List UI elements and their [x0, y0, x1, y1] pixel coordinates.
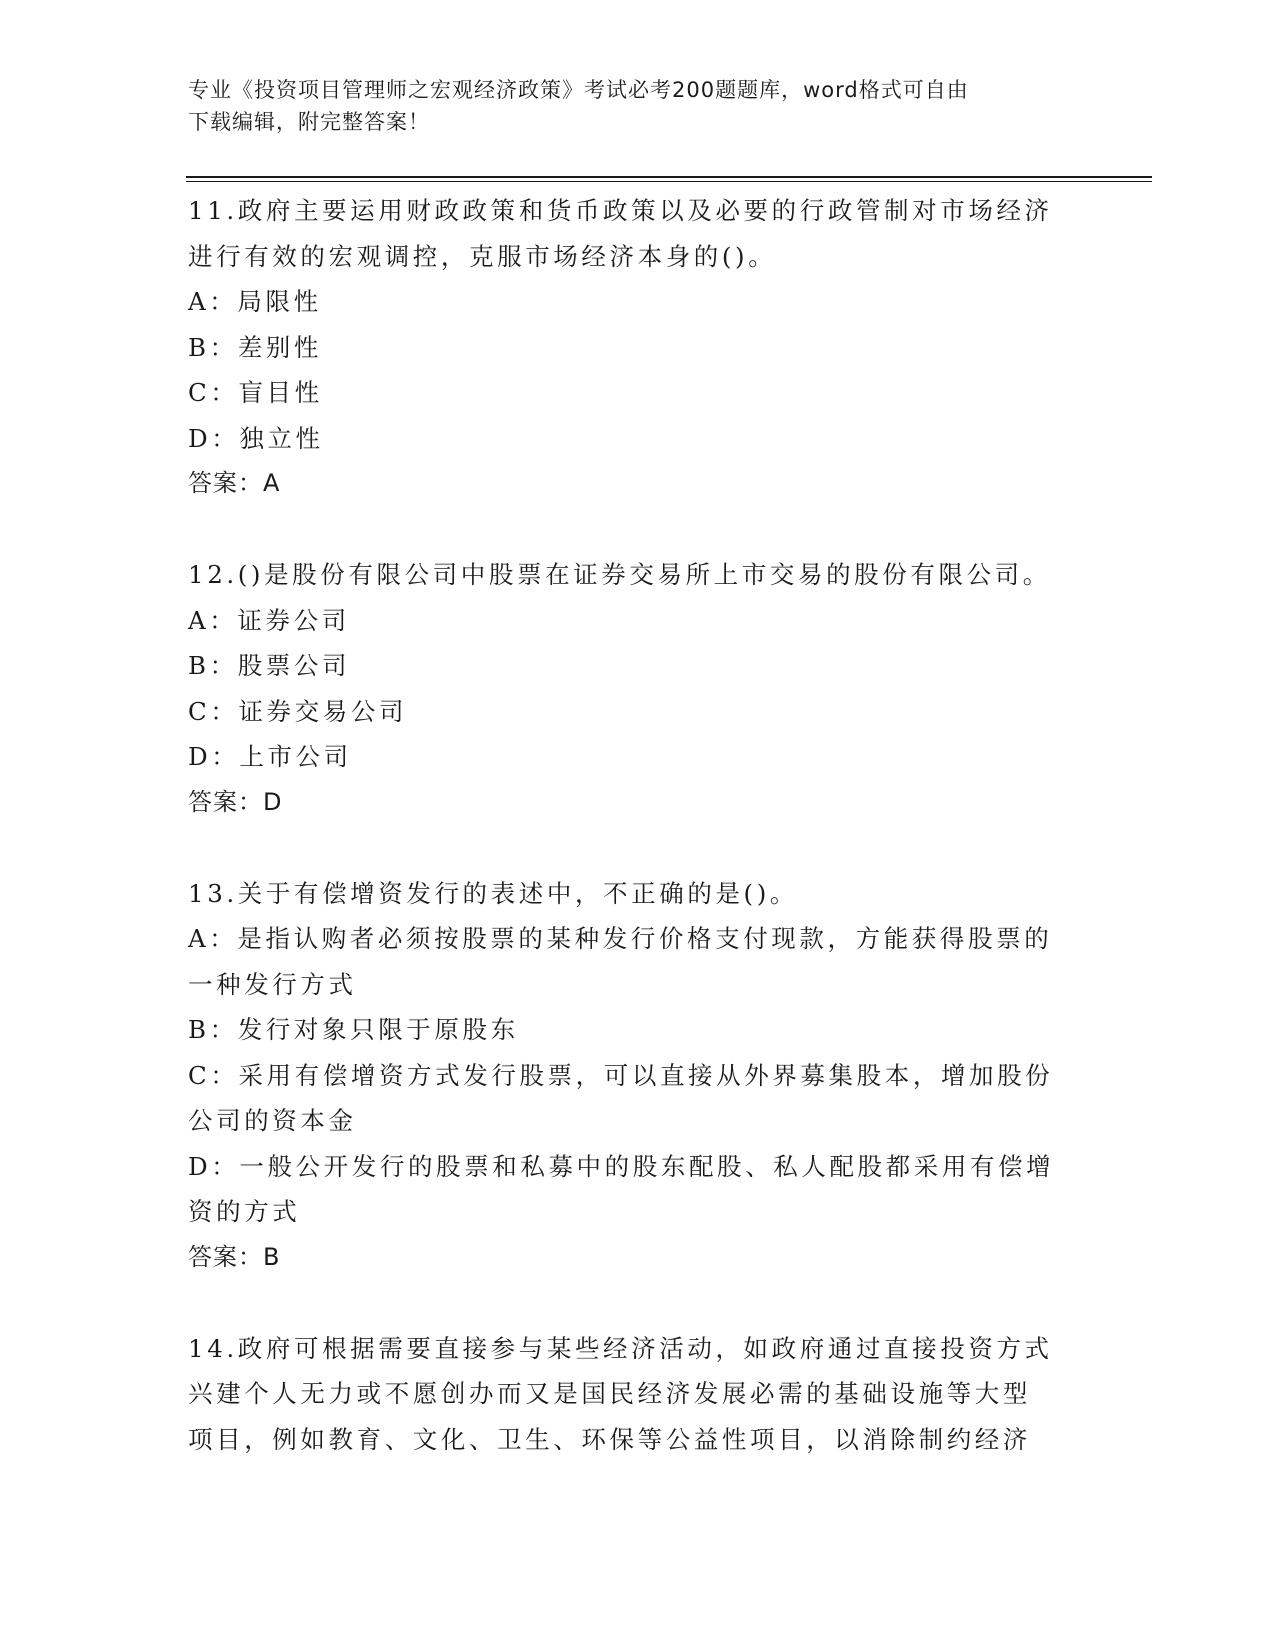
option-c: C：采用有偿增资方式发行股票，可以直接从外界募集股本，增加股份	[188, 1060, 1054, 1090]
option-d: D：独立性	[188, 423, 324, 453]
question-text: 11.政府主要运用财政政策和货币政策以及必要的行政管制对市场经济	[188, 196, 1053, 225]
question-12	[188, 552, 1088, 825]
question-text: 进行有效的宏观调控，克服市场经济本身的()。	[188, 241, 777, 271]
option-a-continued: 一种发行方式	[188, 969, 357, 999]
spacer	[188, 1280, 1088, 1326]
header-divider	[186, 176, 1152, 178]
answer: 答案：B	[188, 1242, 281, 1271]
question-text: 13.关于有偿增资发行的表述中，不正确的是()。	[188, 878, 798, 908]
option-d: D：上市公司	[188, 742, 352, 771]
question-text: 14.政府可根据需要直接参与某些经济活动，如政府通过直接投资方式	[188, 1333, 1053, 1363]
option-d-continued: 资的方式	[188, 1197, 301, 1226]
option-b: B：发行对象只限于原股东	[188, 1015, 519, 1044]
question-text: 12.()是股份有限公司中股票在证券交易所上市交易的股份有限公司。	[188, 560, 1051, 589]
option-a: A：是指认购者必须按股票的某种发行价格支付现款，方能获得股票的	[188, 924, 1053, 953]
header-divider-thin	[186, 181, 1152, 182]
question-text: 兴建个人无力或不愿创办而又是国民经济发展必需的基础设施等大型	[188, 1379, 1031, 1408]
question-14	[188, 1326, 1088, 1463]
option-b: B：股票公司	[188, 651, 351, 680]
question-list	[188, 188, 1088, 1462]
option-a: A：局限性	[188, 287, 322, 316]
option-d: D：一般公开发行的股票和私募中的股东配股、私人配股都采用有偿增	[188, 1151, 1055, 1181]
option-c-continued: 公司的资本金	[188, 1106, 357, 1135]
header-line-2: 下载编辑，附完整答案！	[188, 110, 430, 134]
document-header	[188, 74, 1068, 138]
option-a: A：证券公司	[188, 605, 350, 635]
option-b: B：差别性	[188, 332, 323, 362]
option-c: C：盲目性	[188, 378, 323, 407]
spacer	[188, 507, 1088, 553]
question-11	[188, 188, 1088, 507]
spacer	[188, 825, 1088, 871]
option-c: C：证券交易公司	[188, 696, 408, 726]
question-text: 项目，例如教育、文化、卫生、环保等公益性项目，以消除制约经济	[188, 1424, 1031, 1454]
header-line-1: 专业《投资项目管理师之宏观经济政策》考试必考200题题库，word格式可自由	[188, 78, 969, 102]
answer: 答案：D	[188, 787, 283, 816]
question-13	[188, 871, 1088, 1281]
answer: 答案：A	[188, 469, 281, 497]
